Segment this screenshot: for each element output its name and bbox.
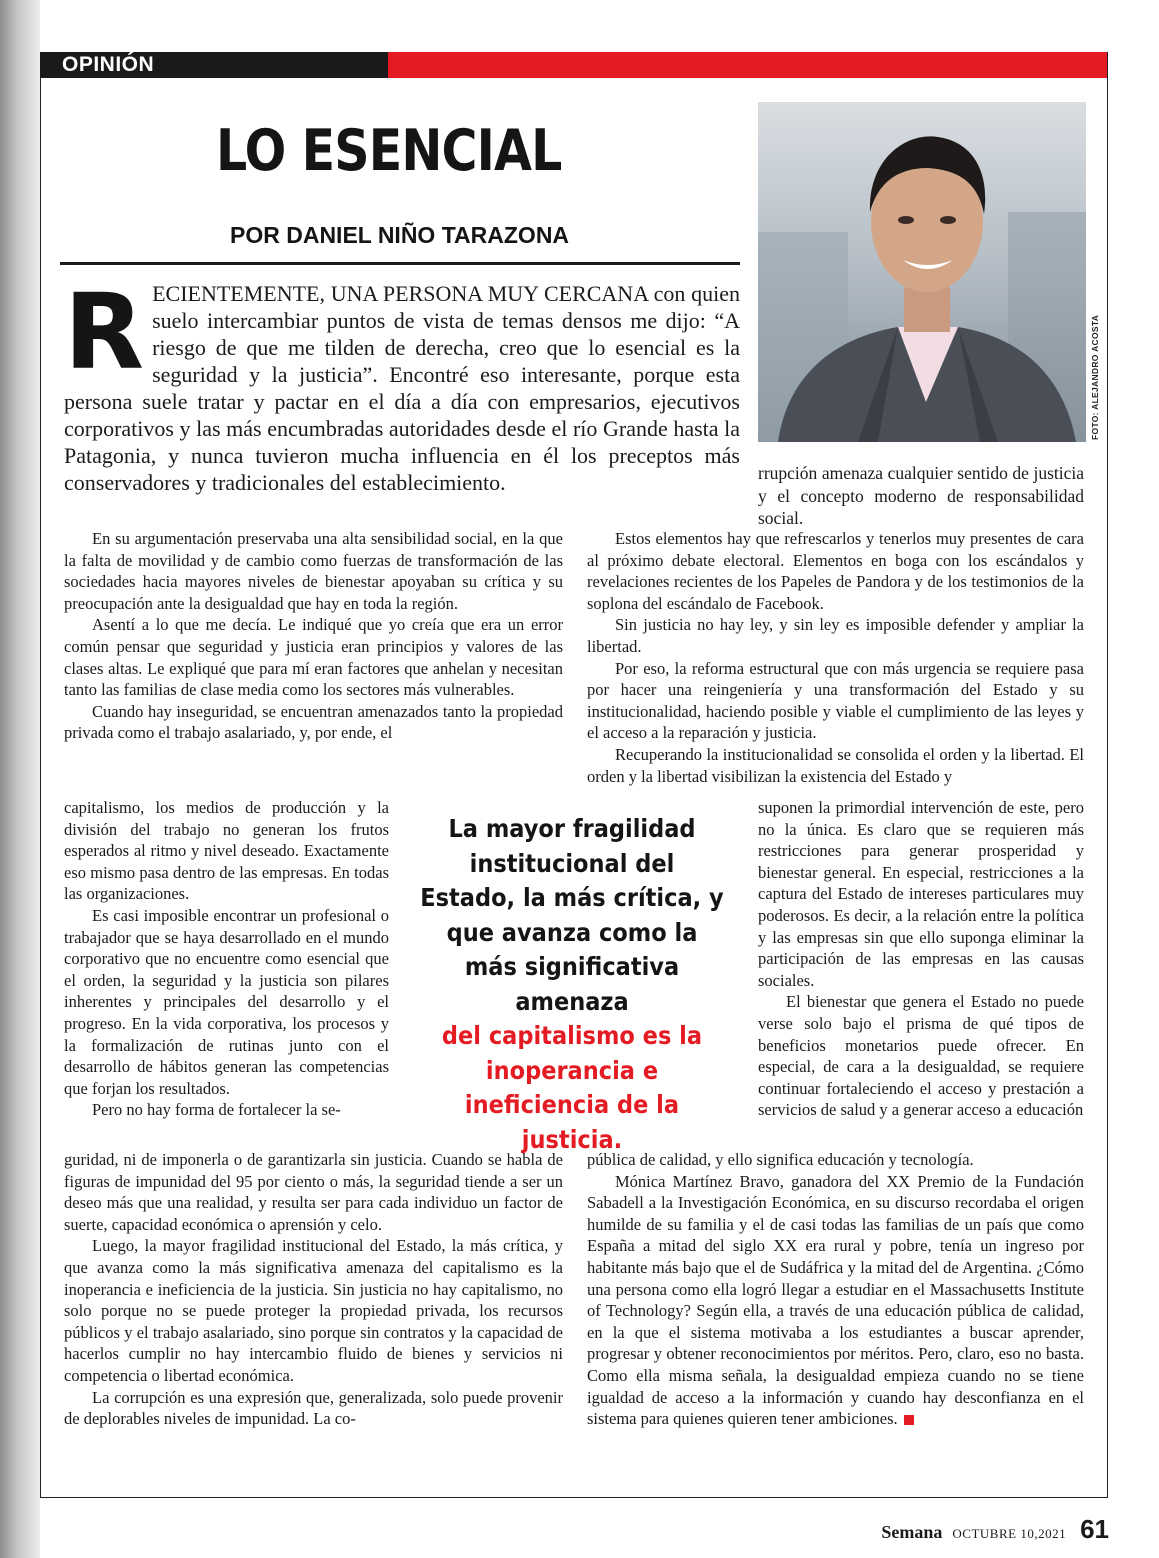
paragraph: Sin justicia no hay ley, y sin ley es imposible defender y ampliar la libertad. — [587, 615, 1084, 656]
body-right-mid — [758, 797, 1084, 1121]
paragraph: La corrupción es una expresión que, generalizada, solo puede provenir de deplorables niveles de impunidad. La co- — [64, 1387, 563, 1429]
author-photo — [758, 102, 1086, 442]
pull-quote-black: La mayor fragilidad institucional del Estado, la más crítica, y que avanza como la más significativa amenaza — [420, 814, 724, 1016]
paragraph: Por eso, la reforma estructural que con más urgencia se requiere pasa por hacer una reingeniería y una transformación del Estado y su institucionalidad, haciendo posible y viable el cumplimiento de las leyes y el acceso a la reparación y justicia. — [587, 658, 1084, 743]
body-right-upper — [587, 528, 1084, 787]
page-number: 61 — [1080, 1514, 1109, 1544]
body-left-mid — [64, 797, 389, 1121]
body-left-top — [64, 528, 563, 744]
portrait-illustration — [758, 102, 1086, 442]
paragraph: suponen la primordial intervención de este, pero no la única. Es claro que se requieren más restricciones para generar prosperidad y bienestar general. En especial, restricciones a la captura del Estado de intereses particulares muy poderosos. Es decir, a la relación entre la política y las empresas sin que ello suponga eliminar la participación de las empresas en las causas sociales. — [758, 798, 1084, 990]
headline-rule — [60, 262, 740, 265]
body-right-bottom — [587, 1149, 1084, 1430]
magazine-page — [40, 0, 1159, 1558]
final-paragraph-text: Mónica Martínez Bravo, ganadora del XX Premio de la Fundación Sabadell a la Investigación Económica, en su discurso recordaba el origen humilde de su familia y el de casi todas las familias de un país que como España a mitad del siglo XX era rural y pobre, tenía un ingreso por habitante más bajo que el de Sudáfrica y la mitad del de Argentina. ¿Cómo una persona como ella logró llegar a estudiar en el Massachusetts Institute of Technology? Según ella, a través de una educación pública de calidad, en la que el sistema motivaba a los estudiantes a buscar aprender, progresar y obtener reconocimientos por méritos. Pero, claro, eso no basta. Como ella misma señala, la desigualdad empieza cuando no se tiene igualdad de acceso a la información y cuando hay desconfianza en el sistema para quienes quieren tener ambiciones. — [587, 1171, 1084, 1429]
paragraph: Pero no hay forma de fortalecer la se- — [92, 1100, 341, 1120]
headline: LO ESENCIAL — [216, 118, 562, 184]
paragraph: capitalismo, los medios de producción y la división del trabajo no generan los frutos esperados al ritmo y nivel deseado. Exactamente eso mismo pasa dentro de las empresas. En todas las organizaciones. — [64, 798, 389, 904]
paragraph: Cuando hay inseguridad, se encuentran amenazados tanto la propiedad privada como el trabajo asalariado, y, por ende, el — [64, 701, 563, 743]
paragraph — [587, 1171, 1084, 1430]
body-left-bottom — [64, 1149, 563, 1430]
body-right-top — [758, 462, 1084, 530]
drop-cap: R — [64, 271, 145, 393]
pull-quote — [419, 812, 725, 1157]
footer-brand: Semana — [881, 1522, 943, 1542]
footer-date: OCTUBRE 10,2021 — [952, 1526, 1067, 1541]
photo-credit: FOTO: ALEJANDRO ACOSTA — [1090, 314, 1100, 440]
section-label: OPINIÓN — [62, 53, 155, 76]
section-bar-red — [388, 52, 1107, 78]
page-footer — [881, 1514, 1109, 1545]
paragraph: Es casi imposible encontrar un profesional o trabajador que se haya desarrollado en el mundo corporativo que no encuentre como esencial que el orden, la seguridad y la justicia son pilares inherentes y principales del desarrollo y el progreso. En la vida corporativa, los procesos y la formalización de rutinas junto con el desarrollo de hábitos generan las competencias que forjan los resultados. — [64, 905, 389, 1098]
paragraph: El bienestar que genera el Estado no puede verse solo bajo el prisma de qué tipos de beneficios monetarios puede ofrecer. En especial, de cara a la desigualdad, se requiere continuar fortaleciendo el acceso y prestación a servicios de salud y a generar acceso a educación — [758, 992, 1084, 1120]
pull-quote-red: del capitalismo es la inoperancia e ineficiencia de la justicia. — [441, 1021, 703, 1154]
lead-paragraph — [64, 271, 740, 496]
paragraph: En su argumentación preservaba una alta sensibilidad social, en la que la falta de movilidad y de cambio como fuerzas de transformación de las sociedades hacia mayores niveles de bienestar apoyaban su crítica y su preocupación ante la desigualdad que hay en toda la región. — [64, 529, 563, 613]
paragraph: Estos elementos hay que refrescarlos y tenerlos muy presentes de cara al próximo debate electoral. Elementos en boga con los escándalos y revelaciones recientes de los Papeles de Pandora y de los testimonios de la soplona del escándalo de Facebook. — [587, 529, 1084, 613]
end-mark-icon — [904, 1415, 914, 1425]
paragraph: Asentí a lo que me decía. Le indiqué que yo creía que era un error común pensar que seguridad y justicia eran principios y valores de las clases altas. Le expliqué que para mí eran factores que anhelan y necesitan tanto las familias de clase media como los sectores más vulnerables. — [64, 615, 563, 700]
paragraph: guridad, ni de imponerla o de garantizarla sin justicia. Cuando se habla de figuras de impunidad del 95 por ciento o más, la seguridad tiende a ser un deseo más que una realidad, y resulta ser para cada individuo un factor de suerte, capacidad económica o aprensión y celo. — [64, 1150, 563, 1234]
paragraph: pública de calidad, y ello significa educación y tecnología. — [587, 1150, 974, 1169]
lead-text: ECIENTEMENTE, UNA PERSONA MUY CERCANA con quien suelo intercambiar puntos de vista de temas densos me dijo: “A riesgo de que me tilden de derecha, creo que lo esencial es la seguridad y la justicia”. Encontré eso interesante, porque esta persona suele tratar y pactar en el día a día con empresarios, ejecutivos corporativos y las más encumbradas autoridades desde el río Grande hasta la Patagonia, y nunca tuvieron mucha influencia en él los preceptos más conservadores y tradicionales del establecimiento. — [64, 281, 740, 495]
paragraph: Recuperando la institucionalidad se consolida el orden y la libertad. El orden y la libertad visibilizan la existencia del Estado y — [587, 744, 1084, 786]
page-spine-shadow — [0, 0, 40, 1558]
paragraph: rrupción amenaza cualquier sentido de justicia y el concepto moderno de responsabilidad social. — [758, 463, 1084, 528]
byline: POR DANIEL NIÑO TARAZONA — [230, 222, 570, 248]
paragraph: Luego, la mayor fragilidad institucional del Estado, la más crítica, y que avanza como la más significativa amenaza del capitalismo es la inoperancia e ineficiencia de la justicia. Sin justicia no hay capitalismo, no solo porque no se puede proteger la propiedad privada, los recursos públicos y el trabajo asalariado, sino porque sin contratos y la capacidad de hacerlos cumplir no hay intercambio fluido de bienes y servicios ni competencia o libertad económica. — [64, 1236, 563, 1385]
